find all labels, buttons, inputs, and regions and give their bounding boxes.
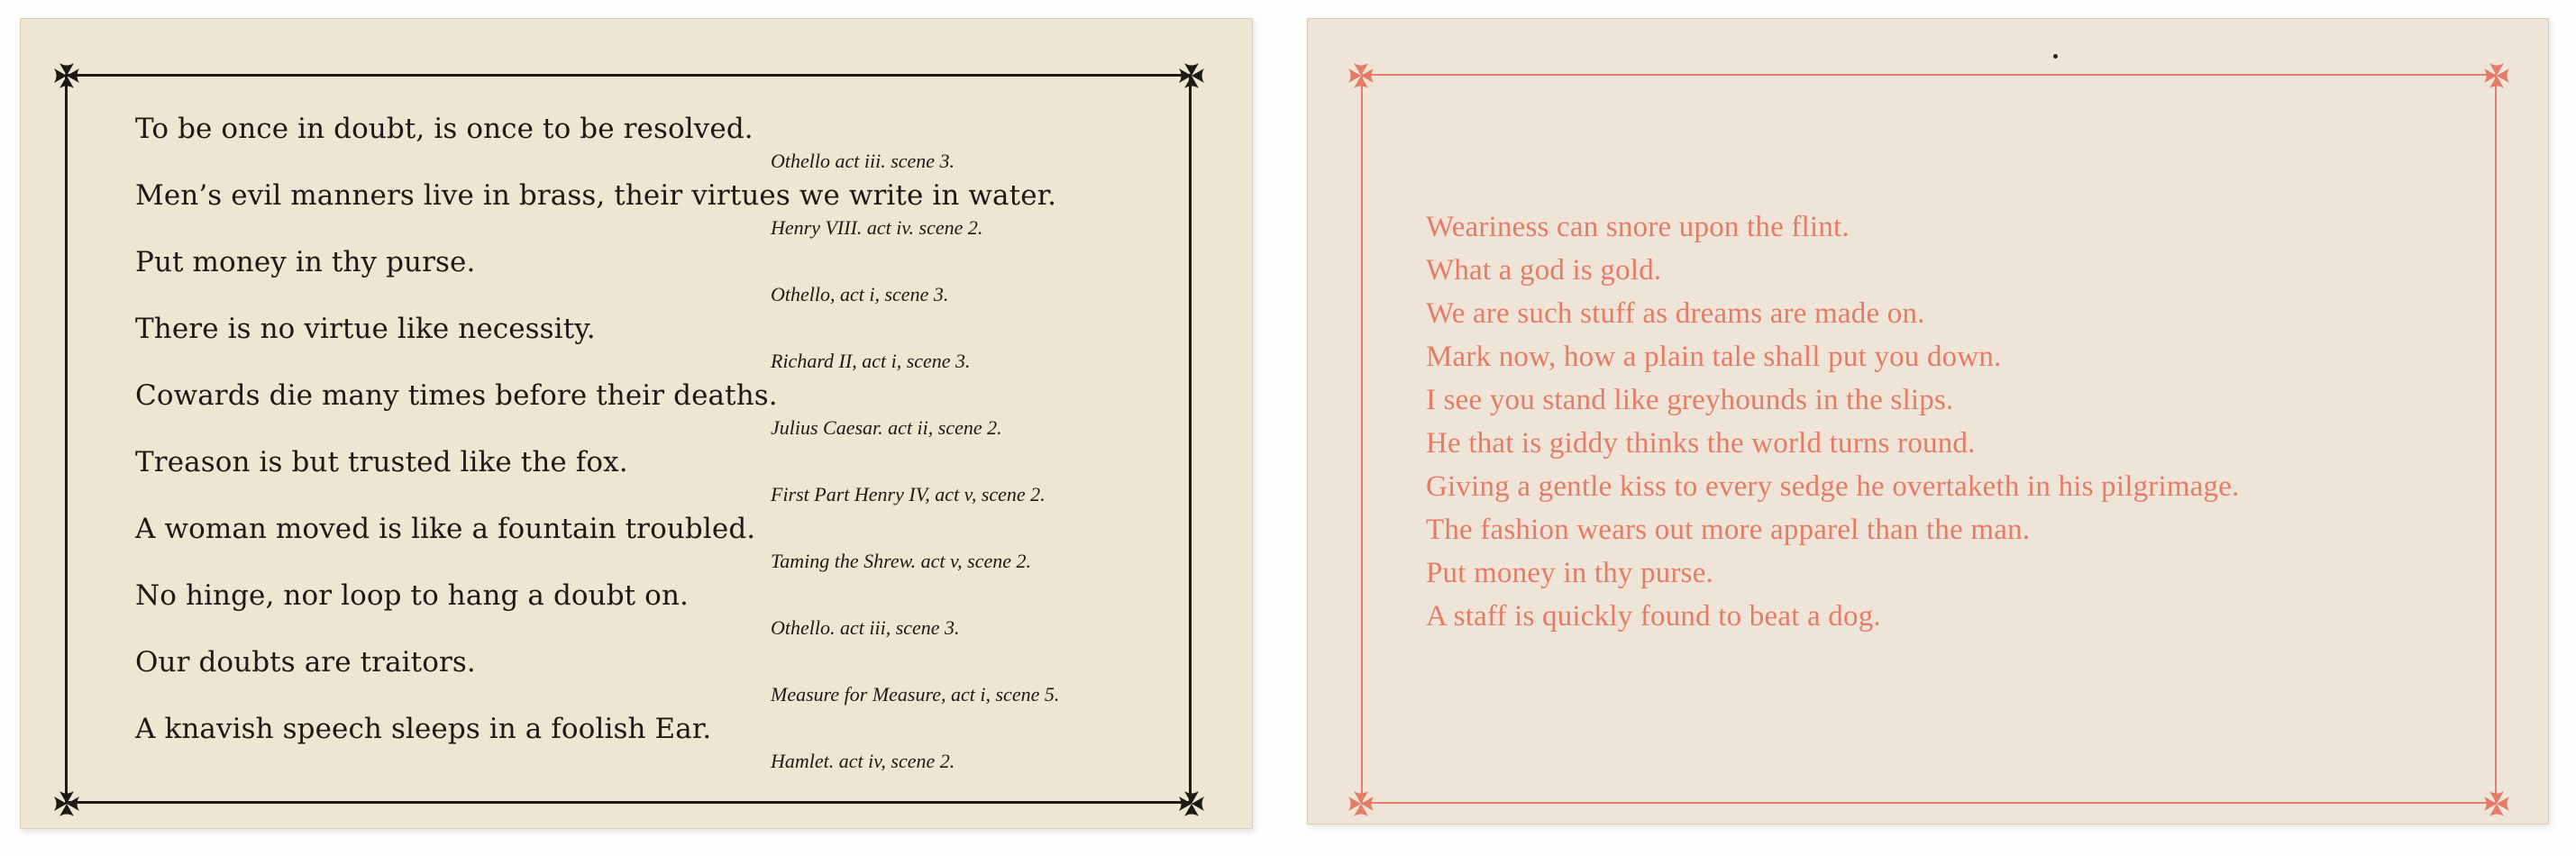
left-card (20, 18, 1253, 829)
right-quote-line: Weariness can snore upon the flint. (1426, 211, 1850, 243)
corner-cross-icon (50, 788, 83, 820)
quote-citation: Othello act iii. scene 3. (771, 150, 955, 172)
quote-item (135, 368, 1172, 439)
right-quote-line: We are such stuff as dreams are made on. (1426, 297, 1925, 330)
quote-citation: Julius Caesar. act ii, scene 2. (771, 416, 1002, 439)
quote-text: Put money in thy purse. (135, 246, 476, 278)
right-quote-line: What a god is gold. (1426, 254, 1662, 287)
right-quote-line: He that is giddy thinks the world turns round. (1426, 427, 1976, 460)
quote-text: Our doubts are traitors. (135, 646, 476, 678)
quote-citation: Taming the Shrew. act v, scene 2. (771, 550, 1032, 572)
quote-item (135, 234, 1172, 305)
corner-cross-icon (1175, 59, 1208, 92)
corner-cross-icon (1345, 788, 1377, 820)
right-quote-line: I see you stand like greyhounds in the slips. (1426, 384, 1954, 416)
quote-text: To be once in doubt, is once to be resolved. (135, 113, 754, 145)
corner-cross-icon (1345, 59, 1377, 92)
right-quote-line: Giving a gentle kiss to every sedge he overtaketh in his pilgrimage. (1426, 470, 2240, 503)
quote-item (135, 634, 1172, 706)
quote-text: Cowards die many times before their deaths. (135, 379, 778, 412)
right-quote-list (1426, 205, 2471, 638)
paper-speck (2053, 54, 2058, 59)
corner-cross-icon (1175, 788, 1208, 820)
quote-item (135, 168, 1172, 239)
quote-citation: Measure for Measure, act i, scene 5. (771, 683, 1060, 706)
quote-citation: First Part Henry IV, act v, scene 2. (771, 483, 1046, 505)
quote-text: Treason is but trusted like the fox. (135, 446, 628, 478)
quote-text: Men’s evil manners live in brass, their virtues we write in water. (135, 179, 1057, 212)
quote-text: No hinge, nor loop to hang a doubt on. (135, 579, 689, 612)
quote-citation: Richard II, act i, scene 3. (771, 350, 971, 372)
right-card (1307, 18, 2549, 824)
corner-cross-icon (2480, 788, 2513, 820)
quote-text: There is no virtue like necessity. (135, 313, 596, 345)
quote-list (135, 101, 1172, 772)
quote-item (135, 301, 1172, 372)
quote-citation: Henry VIII. act iv. scene 2. (771, 216, 983, 239)
quote-item (135, 701, 1172, 772)
quote-text: A knavish speech sleeps in a foolish Ear. (135, 713, 712, 745)
quote-item (135, 434, 1172, 505)
quote-citation: Hamlet. act iv, scene 2. (771, 750, 955, 772)
corner-cross-icon (2480, 59, 2513, 92)
quote-item (135, 101, 1172, 172)
right-quote-line: The fashion wears out more apparel than the man. (1426, 514, 2031, 546)
quote-citation: Othello. act iii, scene 3. (771, 616, 960, 639)
quote-citation: Othello, act i, scene 3. (771, 283, 949, 305)
right-quote-line: A staff is quickly found to beat a dog. (1426, 600, 1881, 633)
quote-text: A woman moved is like a fountain troubled. (135, 513, 756, 545)
right-quote-line: Put money in thy purse. (1426, 557, 1714, 589)
right-quote-line: Mark now, how a plain tale shall put you down. (1426, 341, 2002, 373)
corner-cross-icon (50, 59, 83, 92)
quote-item (135, 501, 1172, 572)
quote-item (135, 568, 1172, 639)
